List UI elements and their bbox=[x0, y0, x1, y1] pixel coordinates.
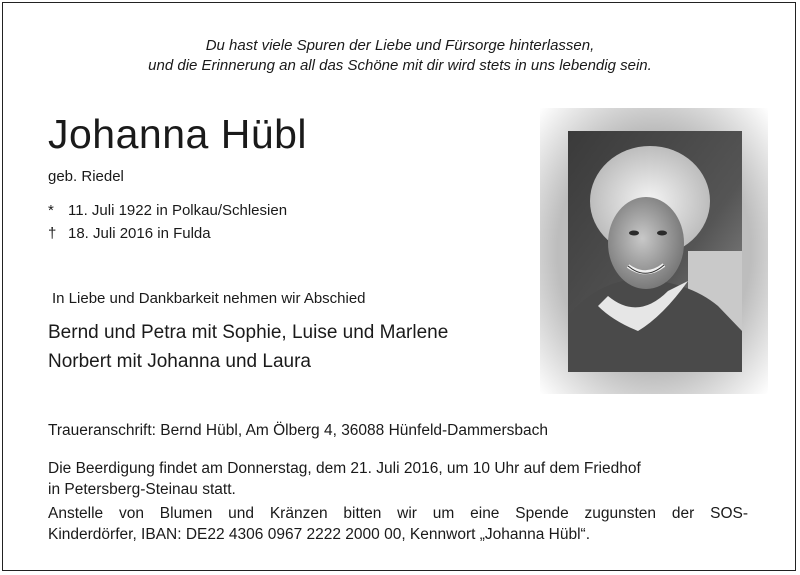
funeral-notice bbox=[48, 458, 748, 500]
mourner-line: Norbert mit Johanna und Laura bbox=[48, 351, 311, 372]
birth-row bbox=[48, 202, 287, 219]
death-row bbox=[48, 225, 211, 242]
portrait-image bbox=[568, 131, 742, 372]
birth-date: 11. Juli 1922 in Polkau/Schlesien bbox=[68, 202, 288, 219]
funeral-line-2: in Petersberg-Steinau statt. bbox=[48, 481, 236, 498]
death-symbol: † bbox=[48, 225, 57, 242]
birth-symbol: * bbox=[48, 202, 54, 219]
mourner-line: Bernd und Petra mit Sophie, Luise und Marlene bbox=[48, 322, 449, 343]
funeral-line-1: Die Beerdigung findet am Donnerstag, dem 21. Juli 2016, um 10 Uhr auf dem Friedhof bbox=[48, 460, 641, 477]
quote-line-2: und die Erinnerung an all das Schöne mit dir wird stets in uns lebendig sein. bbox=[148, 57, 652, 74]
death-date: 18. Juli 2016 in Fulda bbox=[68, 225, 211, 242]
donation-notice bbox=[48, 503, 748, 545]
deceased-name: Johanna Hübl bbox=[48, 111, 308, 157]
mourning-address: Traueranschrift: Bernd Hübl, Am Ölberg 4, 36088 Hünfeld-Dammersbach bbox=[48, 422, 548, 439]
donation-line-2: Kinderdörfer, IBAN: DE22 4306 0967 2222 2000 00, Kennwort „Johanna Hübl“. bbox=[48, 526, 591, 543]
quote-line-1: Du hast viele Spuren der Liebe und Fürsorge hinterlassen, bbox=[205, 37, 595, 54]
maiden-name: geb. Riedel bbox=[48, 168, 124, 185]
memorial-quote bbox=[0, 36, 800, 76]
portrait-photo bbox=[568, 131, 742, 372]
farewell-text: In Liebe und Dankbarkeit nehmen wir Abschied bbox=[52, 290, 366, 307]
donation-line-1: Anstelle von Blumen und Kränzen bitten wir um eine Spende zugunsten der SOS- bbox=[48, 505, 748, 522]
